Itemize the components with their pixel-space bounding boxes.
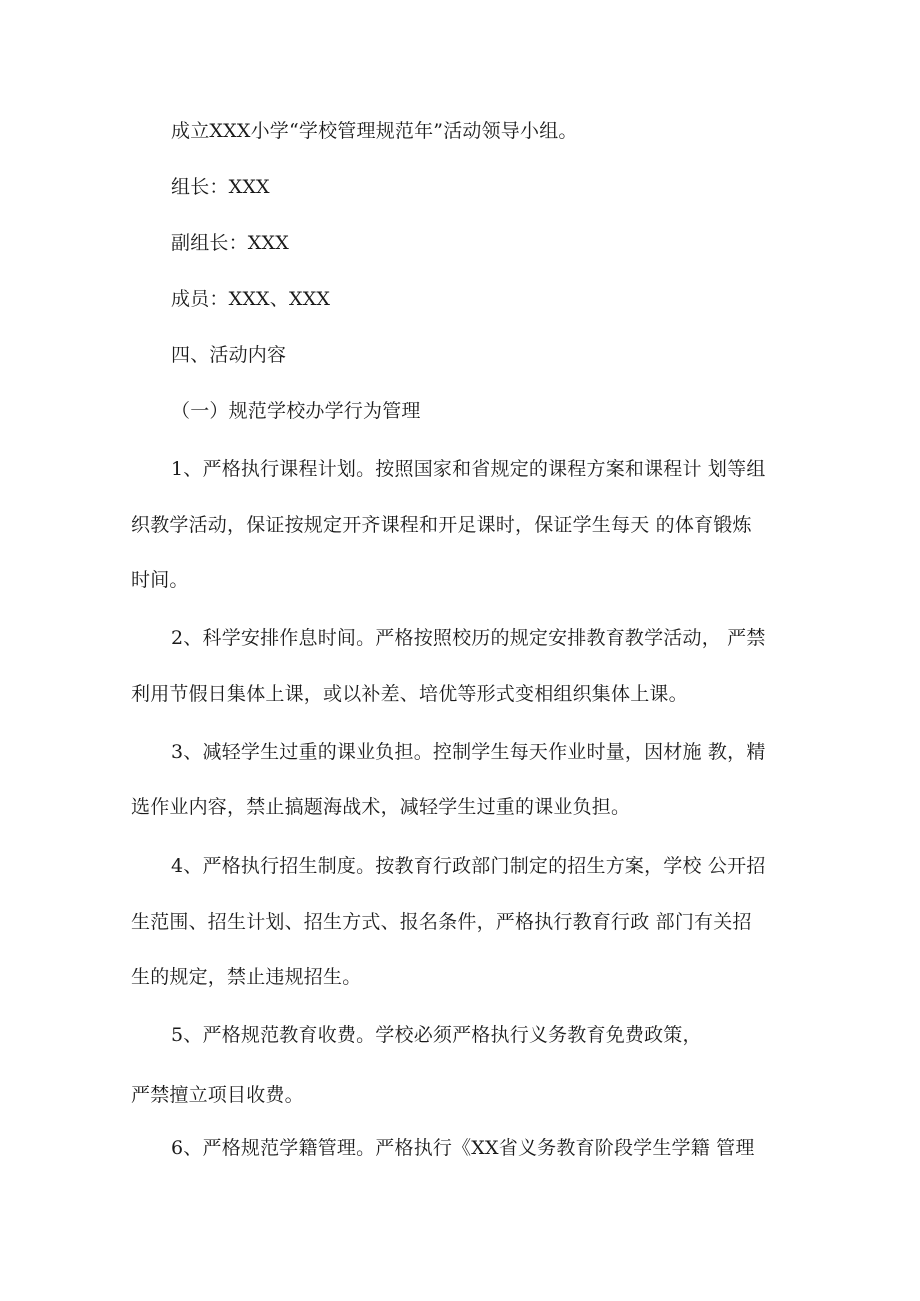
- paragraph-2-line-1: 2、科学安排作息时间。严格按照校历的规定安排教育教学活动， 严禁: [171, 627, 766, 649]
- text-line-members: 成员：XXX、XXX: [171, 288, 331, 310]
- section-heading-activity-content: 四、活动内容: [171, 344, 287, 366]
- paragraph-5-line-1: 5、严格规范教育收费。学校必须严格执行义务教育免费政策，: [171, 1024, 702, 1046]
- paragraph-3-line-2: 选作业内容，禁止搞题海战术，减轻学生过重的课业负担。: [131, 796, 631, 818]
- paragraph-5-line-2: 严禁擅立项目收费。: [131, 1084, 304, 1106]
- paragraph-4-line-1: 4、严格执行招生制度。按教育行政部门制定的招生方案，学校 公开招: [171, 855, 766, 877]
- text-line-leading-group: 成立XXX小学“学校管理规范年”活动领导小组。: [171, 120, 578, 142]
- text-line-deputy-leader: 副组长：XXX: [171, 232, 289, 254]
- paragraph-4-line-2: 生范围、招生计划、招生方式、报名条件，严格执行教育行政 部门有关招: [131, 911, 752, 933]
- subsection-heading: （一）规范学校办学行为管理: [171, 400, 421, 422]
- paragraph-4-line-3: 生的规定，禁止违规招生。: [131, 966, 362, 988]
- text-line-group-leader: 组长：XXX: [171, 176, 270, 198]
- paragraph-6-line-1: 6、严格规范学籍管理。严格执行《XX省义务教育阶段学生学籍 管理: [171, 1137, 755, 1159]
- paragraph-1-line-3: 时间。: [131, 569, 189, 591]
- paragraph-2-line-2: 利用节假日集体上课，或以补差、培优等形式变相组织集体上课。: [131, 683, 688, 705]
- paragraph-1-line-1: 1、严格执行课程计划。按照国家和省规定的课程方案和课程计 划等组: [171, 458, 766, 480]
- paragraph-3-line-1: 3、减轻学生过重的课业负担。控制学生每天作业时量，因材施 教，精: [171, 741, 766, 763]
- paragraph-1-line-2: 织教学活动，保证按规定开齐课程和开足课时，保证学生每天 的体育锻炼: [131, 514, 752, 536]
